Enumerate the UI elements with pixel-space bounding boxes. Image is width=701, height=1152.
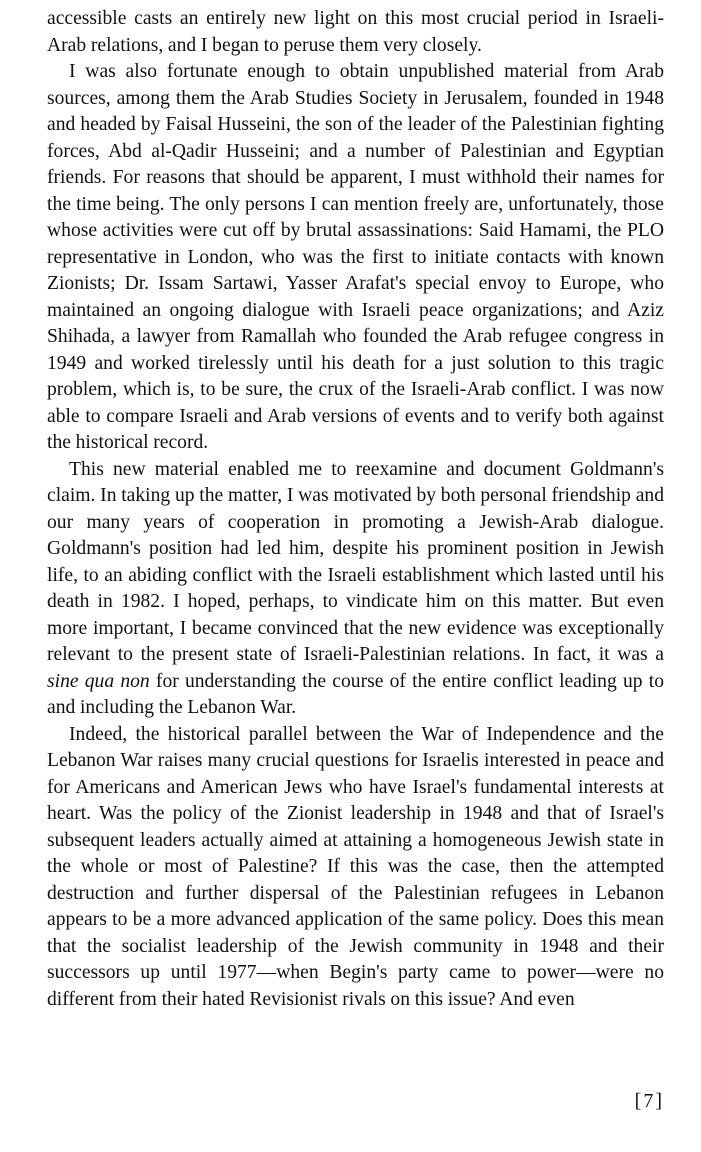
italic-phrase: sine qua non xyxy=(47,670,150,692)
paragraph xyxy=(47,6,664,59)
text-run: I was also fortunate enough to obtain unpublished material from Arab sources, among them the Arab Studies Society in Jerusalem, founded in 1948 and headed by Faisal Husseini, the son of the leader of the Palestinian fighting forces, Abd al-Qadir Husseini; and a number of Palestinian and Egyptian friends. For reasons that should be apparent, I must withhold their names for the time being. The only persons I can mention freely are, unfortunately, those whose activities were cut off by brutal assassinations: Said Hamami, the PLO representative in London, who was the first to initiate contacts with known Zionists; Dr. Issam Sartawi, Yasser Arafat's special envoy to Europe, who maintained an ongoing dialogue with Israeli peace organizations; and Aziz Shihada, a lawyer from Ramallah who founded the Arab refugee congress in 1949 and worked tirelessly until his death for a just solution to this tragic problem, which is, to be sure, the crux of the Israeli-Arab conflict. I was now able to compare Israeli and Arab versions of events and to verify both against the historical record. xyxy=(47,61,664,453)
body-text xyxy=(47,6,664,1013)
paragraph xyxy=(47,457,664,722)
paragraph xyxy=(47,59,664,457)
paragraph xyxy=(47,722,664,1014)
text-run: accessible casts an entirely new light on this most crucial period in Israeli-Arab relations, and I began to peruse them very closely. xyxy=(47,8,664,56)
text-run: for understanding the course of the entire conflict leading up to and including the Lebanon War. xyxy=(47,670,664,718)
text-run: Indeed, the historical parallel between the War of Independence and the Lebanon War raises many crucial questions for Israelis interested in peace and for Americans and American Jews who have Israel's fundamental interests at heart. Was the policy of the Zionist leadership in 1948 and that of Israel's subsequent leaders actually aimed at attaining a homogeneous Jewish state in the whole or most of Palestine? If this was the case, then the attempted destruction and further dispersal of the Palestinian refugees in Lebanon appears to be a more advanced application of the same policy. Does this mean that the socialist leadership of the Jewish community in 1948 and their successors up until 1977—when Begin's party came to power—were no different from their hated Revisionist rivals on this issue? And even xyxy=(47,723,664,1010)
book-page xyxy=(47,6,664,1146)
page-number: [7] xyxy=(634,1090,664,1112)
text-run: This new material enabled me to reexamine and document Goldmann's claim. In taking up the matter, I was motivated by both personal friendship and our many years of cooperation in promoting a Jewish-Arab dialogue. Goldmann's position had led him, despite his prominent position in Jewish life, to an abiding conflict with the Israeli establishment which lasted until his death in 1982. I hoped, perhaps, to vindicate him on this matter. But even more important, I became convinced that the new evidence was exceptionally relevant to the present state of Israeli-Palestinian relations. In fact, it was a xyxy=(47,458,664,665)
